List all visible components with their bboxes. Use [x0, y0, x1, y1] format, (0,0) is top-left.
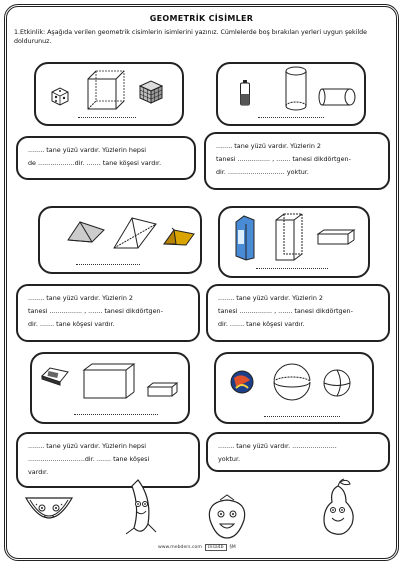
- watermelon-icon: [22, 492, 76, 532]
- answer-line: [258, 117, 324, 118]
- question-text: tanesi ................ , ....... tanesi dikdörtgen-: [216, 155, 351, 163]
- question-text: ........ tane yüzü vardır. Yüzlerin hepsi: [28, 146, 147, 154]
- answer-line: [76, 264, 140, 265]
- page-title: GEOMETRİK CİSİMLER: [149, 14, 254, 23]
- footer-small: §M: [229, 545, 236, 550]
- answer-line: [256, 268, 328, 269]
- cylinder-icon: [284, 66, 308, 112]
- question-text: tanesi ................ , ....... tanesi dikdörtgen-: [28, 307, 163, 315]
- matchbox-icon: [40, 366, 70, 386]
- answer-line: [74, 414, 158, 415]
- question-box-3: [16, 284, 200, 342]
- question-text: ........ tane yüzü vardır. ......................: [218, 442, 337, 450]
- question-text: ........ tane yüzü vardır. Yüzlerin hepsi: [28, 442, 147, 450]
- prism-block-icon: [66, 220, 106, 244]
- long-prism-icon: [82, 362, 136, 400]
- milk-carton-icon: [234, 214, 256, 260]
- question-text: yoktur.: [218, 455, 241, 463]
- cube-icon: [86, 69, 126, 111]
- question-text: ........ tane yüzü vardır. Yüzlerin 2: [216, 142, 321, 150]
- footer: [158, 544, 236, 551]
- sphere-icon: [272, 362, 312, 402]
- question-text: ............................dir. ....... tane köşesi: [28, 455, 150, 463]
- question-text: ........ tane yüzü vardır. Yüzlerin 2: [28, 294, 133, 302]
- question-box-4: [206, 284, 390, 342]
- question-box-1: [16, 136, 196, 180]
- triangular-prism-icon: [112, 216, 158, 250]
- die-icon: [50, 86, 70, 106]
- rectangular-prism-icon: [274, 212, 304, 262]
- answer-line: [78, 117, 136, 118]
- marble-icon: [230, 370, 254, 394]
- rubik-cube-icon: [138, 79, 164, 105]
- box-icon: [316, 228, 356, 246]
- question-text: ........ tane yüzü vardır. Yüzlerin 2: [218, 294, 323, 302]
- question-text: dir. ....... tane köşesi vardır.: [28, 320, 115, 328]
- footer-site: www.mebders.com: [158, 545, 202, 550]
- question-text: tanesi ................ , ....... tanesi dikdörtgen-: [218, 307, 353, 315]
- banana-icon: [122, 478, 162, 538]
- question-text: dir. ............................ yoktur.: [216, 168, 309, 176]
- battery-icon: [240, 80, 250, 106]
- question-box-6: [206, 432, 390, 472]
- ball-icon: [322, 368, 352, 398]
- question-box-2: [204, 132, 390, 190]
- instruction-text: 1.Etkinlik: Aşağıda verilen geometrik cisimlerin isimlerini yazınız. Cümlelerde boş bırakılan yerleri uygun şekilde doldurunuz.: [14, 29, 368, 45]
- strawberry-icon: [204, 494, 250, 540]
- footer-tag: ɪnsa4b: [205, 544, 227, 551]
- pear-icon: [318, 478, 358, 538]
- question-text: dir. ....... tane köşesi vardır.: [218, 320, 305, 328]
- answer-line: [264, 416, 340, 417]
- question-text: de ..................dir. ....... tane köşesi vardır.: [28, 159, 162, 167]
- tent-icon: [162, 228, 196, 246]
- question-text: vardır.: [28, 468, 49, 476]
- flat-prism-icon: [146, 382, 178, 398]
- question-box-5: [16, 432, 200, 488]
- pipe-icon: [318, 87, 358, 107]
